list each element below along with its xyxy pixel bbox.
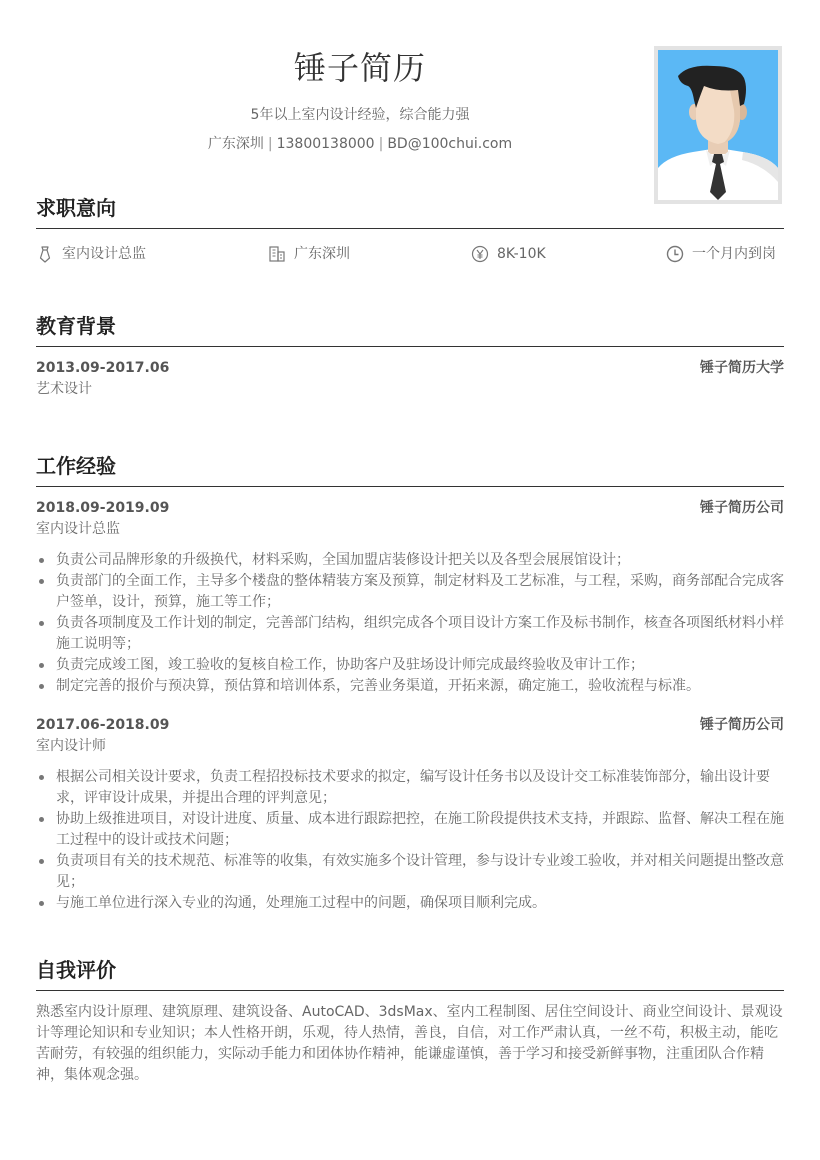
intent-position [36,243,146,265]
work-entry-header [36,715,784,735]
intent-salary-label: 8K-10K [497,246,546,262]
work-role: 室内设计师 [36,738,106,754]
building-icon [268,245,286,263]
list-item: 制定完善的报价与预决算，预估算和培训体系，完善业务渠道，开拓来源，确定施工，验收流程与标准。 [36,676,784,697]
education-date: 2013.09-2017.06 [36,360,170,376]
work-entry-header [36,498,784,518]
contact-phone[interactable]: 13800138000 [276,136,375,152]
clock-icon [666,245,684,263]
contact-line [36,134,684,154]
section-title-work: 工作经验 [36,454,116,478]
education-entry-header [36,358,784,378]
section-title-intent: 求职意向 [36,196,116,220]
avatar-photo [654,46,782,204]
contact-email[interactable]: BD@100chui.com [387,136,513,152]
intent-availability [666,243,776,265]
resume-header [36,0,784,210]
work-role: 室内设计总监 [36,521,120,537]
section-divider [36,228,784,229]
work-company: 锤子简历公司 [700,500,784,516]
intent-location [268,243,350,265]
work-date: 2017.06-2018.09 [36,717,170,733]
work-duties-list [36,767,784,914]
intent-salary [471,243,546,265]
tie-icon [36,245,54,263]
section-title-self: 自我评价 [36,958,116,982]
intent-location-label: 广东深圳 [294,246,350,262]
yuan-icon [471,245,489,263]
intent-availability-label: 一个月内到岗 [692,246,776,262]
intent-position-label: 室内设计总监 [62,246,146,262]
section-title-education: 教育背景 [36,314,116,338]
candidate-name: 锤子简历 [293,49,426,87]
list-item: 负责项目有关的技术规范、标准等的收集，有效实施多个设计管理，参与设计专业竣工验收，并对相关问题提出整改意见； [36,851,784,893]
work-date: 2018.09-2019.09 [36,500,170,516]
intent-row [36,243,784,265]
list-item: 根据公司相关设计要求，负责工程招投标技术要求的拟定，编写设计任务书以及设计交工标准装饰部分，输出设计要求，评审设计成果，并提出合理的评判意见； [36,767,784,809]
work-duties-list [36,550,784,697]
education-school: 锤子简历大学 [700,360,784,376]
section-divider [36,486,784,487]
list-item: 与施工单位进行深入专业的沟通，处理施工过程中的问题，确保项目顺利完成。 [36,893,784,914]
section-divider [36,346,784,347]
tagline: 5年以上室内设计经验，综合能力强 [250,107,470,123]
education-major: 艺术设计 [36,381,92,397]
separator: | [378,136,384,152]
list-item: 负责公司品牌形象的升级换代，材料采购，全国加盟店装修设计把关以及各型会展展馆设计； [36,550,784,571]
separator: | [267,136,273,152]
contact-location: 广东深圳 [207,136,264,152]
avatar-icon [658,50,778,200]
list-item: 负责部门的全面工作，主导多个楼盘的整体精装方案及预算，制定材料及工艺标准，与工程，采购，商务部配合完成客户签单，设计，预算，施工等工作； [36,571,784,613]
section-divider [36,990,784,991]
list-item: 负责完成竣工图，竣工验收的复核自检工作，协助客户及驻场设计师完成最终验收及审计工作； [36,655,784,676]
self-evaluation-text: 熟悉室内设计原理、建筑原理、建筑设备、AutoCAD、3dsMax、室内工程制图、居住空间设计、商业空间设计、景观设计等理论知识和专业知识；本人性格开朗，乐观，待人热情，善良，自信，对工作严肃认真，一丝不苟，积极主动，能吃苦耐劳，有较强的组织能力，实际动手能力和团体协作精神，能谦虚谨慎，善于学习和接受新鲜事物，注重团队合作精神，集体观念强。 [36,1004,783,1083]
list-item: 负责各项制度及工作计划的制定，完善部门结构，组织完成各个项目设计方案工作及标书制作，核查各项图纸材料小样施工说明等； [36,613,784,655]
list-item: 协助上级推进项目，对设计进度、质量、成本进行跟踪把控，在施工阶段提供技术支持，并跟踪、监督、解决工程在施工过程中的设计或技术问题； [36,809,784,851]
work-company: 锤子简历公司 [700,717,784,733]
